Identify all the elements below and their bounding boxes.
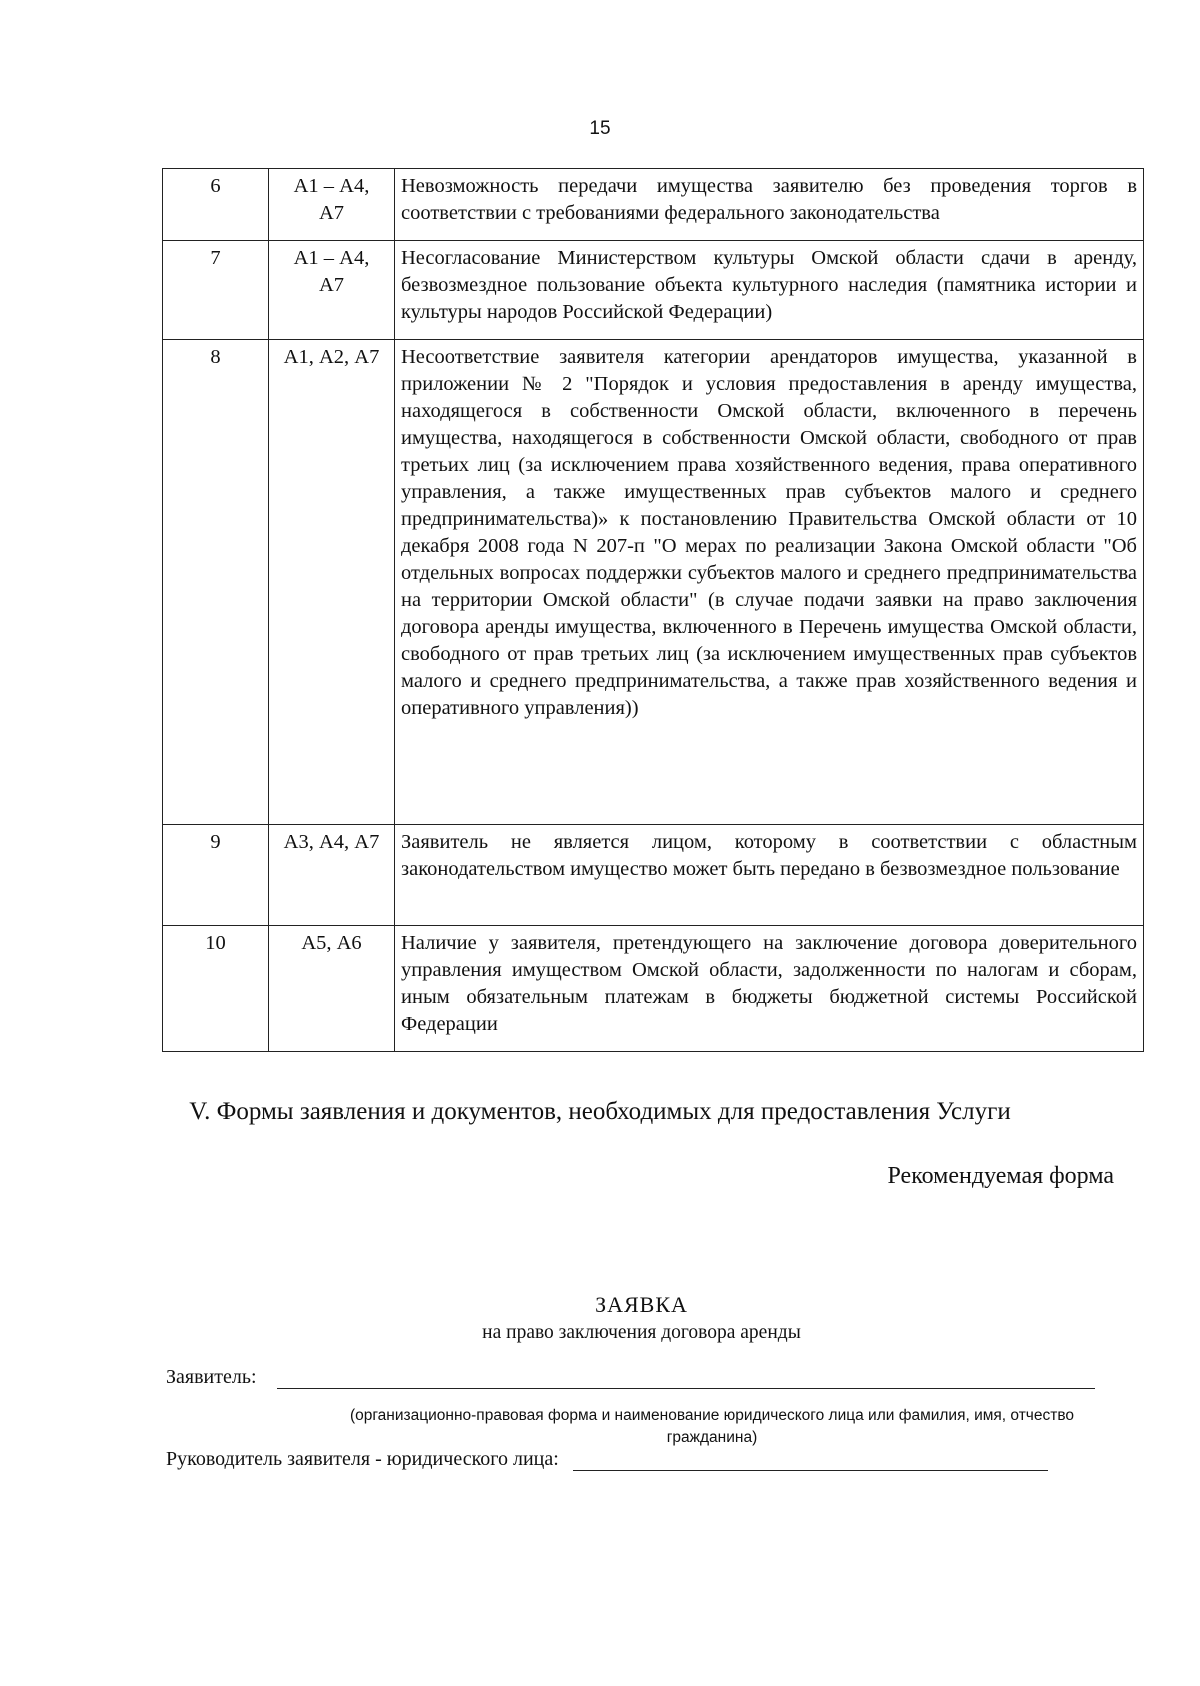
recommended-form-label: Рекомендуемая форма: [887, 1163, 1114, 1189]
row-text: Заявитель не является лицом, которому в соответствии с областным законодательством имущество может быть передано в безвозмездное пользование: [395, 825, 1144, 926]
applicant-field: [166, 1366, 1095, 1389]
row-text: Несоответствие заявителя категории арендаторов имущества, указанной в приложении № 2 "Порядок и условия предоставления в аренду имущества, находящегося в собственности Омской области, включенного в перечень имущества, находящегося в собственности Омской области, свободного от прав третьих лиц (за исключением права хозяйственного ведения, права оперативного управления, а также имущественных прав субъектов малого и среднего предпринимательства)» к постановлению Правительства Омской области от 10 декабря 2008 года N 207-п "О мерах по реализации Закона Омской области "Об отдельных вопросах поддержки субъектов малого и среднего предпринимательства на территории Омской области" (в случае подачи заявки на право заключения договора аренды имущества, включенного в Перечень имущества Омской области, свободного от прав третьих лиц (за исключением имущественных прав субъектов малого и среднего предпринимательства, а также прав хозяйственного ведения и оперативного управления)): [395, 340, 1144, 825]
head-field: [166, 1448, 1048, 1471]
row-text: Невозможность передачи имущества заявителю без проведения торгов в соответствии с требованиями федерального законодательства: [395, 169, 1144, 241]
applicant-input-line[interactable]: [277, 1366, 1095, 1389]
applicant-label: Заявитель:: [166, 1366, 257, 1388]
table-row: [163, 340, 1144, 825]
row-code: А1 – А4, А7: [269, 169, 395, 241]
application-subtitle: на право заключения договора аренды: [482, 1322, 801, 1343]
row-text: Несогласование Министерством культуры Омской области сдачи в аренду, безвозмездное пользование объекта культурного наследия (памятника истории и культуры народов Российской Федерации): [395, 241, 1144, 340]
table-row: [163, 241, 1144, 340]
row-text: Наличие у заявителя, претендующего на заключение договора доверительного управления имуществом Омской области, задолженности по налогам и сборам, иным обязательным платежам в бюджеты бюджетной системы Российской Федерации: [395, 926, 1144, 1052]
section-title: V. Формы заявления и документов, необходимых для предоставления Услуги: [189, 1098, 1011, 1125]
application-title: ЗАЯВКА: [595, 1292, 688, 1317]
row-number: 9: [163, 825, 269, 926]
refusal-grounds-table: [162, 168, 1144, 1052]
table-row: [163, 169, 1144, 241]
row-code: А1 – А4, А7: [269, 241, 395, 340]
row-number: 6: [163, 169, 269, 241]
table-row: [163, 825, 1144, 926]
row-number: 7: [163, 241, 269, 340]
head-input-line[interactable]: [573, 1448, 1048, 1471]
row-number: 8: [163, 340, 269, 825]
applicant-hint: (организационно-правовая форма и наименование юридического лица или фамилия, имя, отчество гражданина): [349, 1407, 1075, 1446]
page-number: 15: [589, 118, 611, 139]
row-code: А5, А6: [269, 926, 395, 1052]
row-number: 10: [163, 926, 269, 1052]
table-row: [163, 926, 1144, 1052]
head-label: Руководитель заявителя - юридического лица:: [166, 1448, 559, 1470]
row-code: А1, А2, А7: [269, 340, 395, 825]
row-code: А3, А4, А7: [269, 825, 395, 926]
